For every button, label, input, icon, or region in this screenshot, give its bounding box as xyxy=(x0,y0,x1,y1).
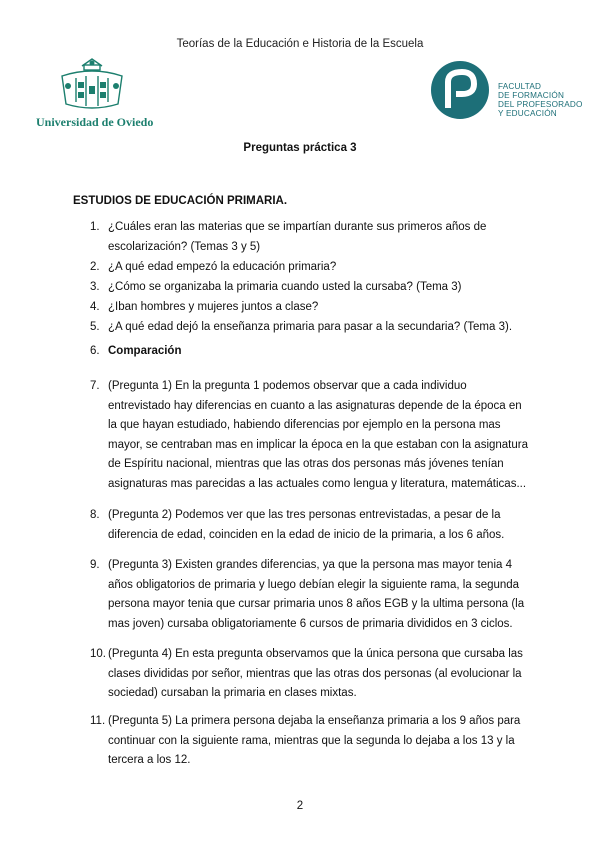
answer-item: 10. (Pregunta 4) En esta pregunta observamos que la única persona que cursaba las clases divididas por señor, mientras que las otras dos personas (al evolucionar la sociedad) cursaban la primaria en clases mixtas. xyxy=(90,648,523,699)
list-item: 1. ¿Cuáles eran las materias que se impartían durante sus primeros años de escolarización? (Temas 3 y 5) xyxy=(90,221,487,253)
faculty-logo xyxy=(430,60,590,120)
university-name: Universidad de Oviedo xyxy=(36,115,154,129)
answer-item: 11. (Pregunta 5) La primera persona dejaba la enseñanza primaria a los 9 años para continuar con la siguiente rama, mientras que la segunda lo dejaba a los 13 y la tercera a los 12. xyxy=(90,715,521,766)
list-item: 4. ¿Iban hombres y mujeres juntos a clase? xyxy=(90,300,319,313)
section-heading: ESTUDIOS DE EDUCACIÓN PRIMARIA. xyxy=(73,195,288,207)
question-list xyxy=(90,218,530,338)
list-item: 5. ¿A qué edad dejó la enseñanza primaria para pasar a la secundaria? (Tema 3). xyxy=(90,320,513,333)
answer-item: 9. (Pregunta 3) Existen grandes diferencias, ya que la persona mas mayor tenia 4 años obligatorios de primaria y luego debían elegir la siguiente rama, la segunda persona mayor tenia que cursar primaria unos 8 años EGB y la ultima persona (la mas joven) cursaba obligatoriamente 6 cursos de primaria divididos en 3 ciclos. xyxy=(90,559,525,630)
answer-item: 7. (Pregunta 1) En la pregunta 1 podemos observar que a cada individuo entrevistado hay diferencias en cuanto a las asignaturas depende de la época en la que hayan estudiado, habiendo diferencias por ejemplo en la persona mas mayor, se centraban mas en implicar la época en la que estaban con la asignatura de Espíritu nacional, mientras que las otras dos personas más jóvenes tenían asignaturas mas parecidas a las actuales como lengua y literatura, matemáticas... xyxy=(90,380,529,490)
faculty-name: FACULTAD DE FORMACIÓN DEL PROFESORADO Y EDUCACIÓN xyxy=(498,82,583,118)
list-item: 3. ¿Cómo se organizaba la primaria cuando usted la cursaba? (Tema 3) xyxy=(90,280,462,293)
faculty-emblem-icon xyxy=(430,60,494,120)
running-header: Teorías de la Educación e Historia de la Escuela xyxy=(176,38,424,50)
page-number: 2 xyxy=(296,800,304,812)
list-item: 2. ¿A qué edad empezó la educación primaria? xyxy=(90,260,337,273)
comparison-heading: 6. Comparación xyxy=(90,345,182,357)
document-title: Preguntas práctica 3 xyxy=(243,142,357,154)
university-logo xyxy=(36,56,154,130)
answer-item: 8. (Pregunta 2) Podemos ver que las tres personas entrevistadas, a pesar de la diferencia de edad, coinciden en la edad de inicio de la primaria, a los 6 años. xyxy=(90,509,505,541)
university-crest-icon xyxy=(54,56,130,114)
